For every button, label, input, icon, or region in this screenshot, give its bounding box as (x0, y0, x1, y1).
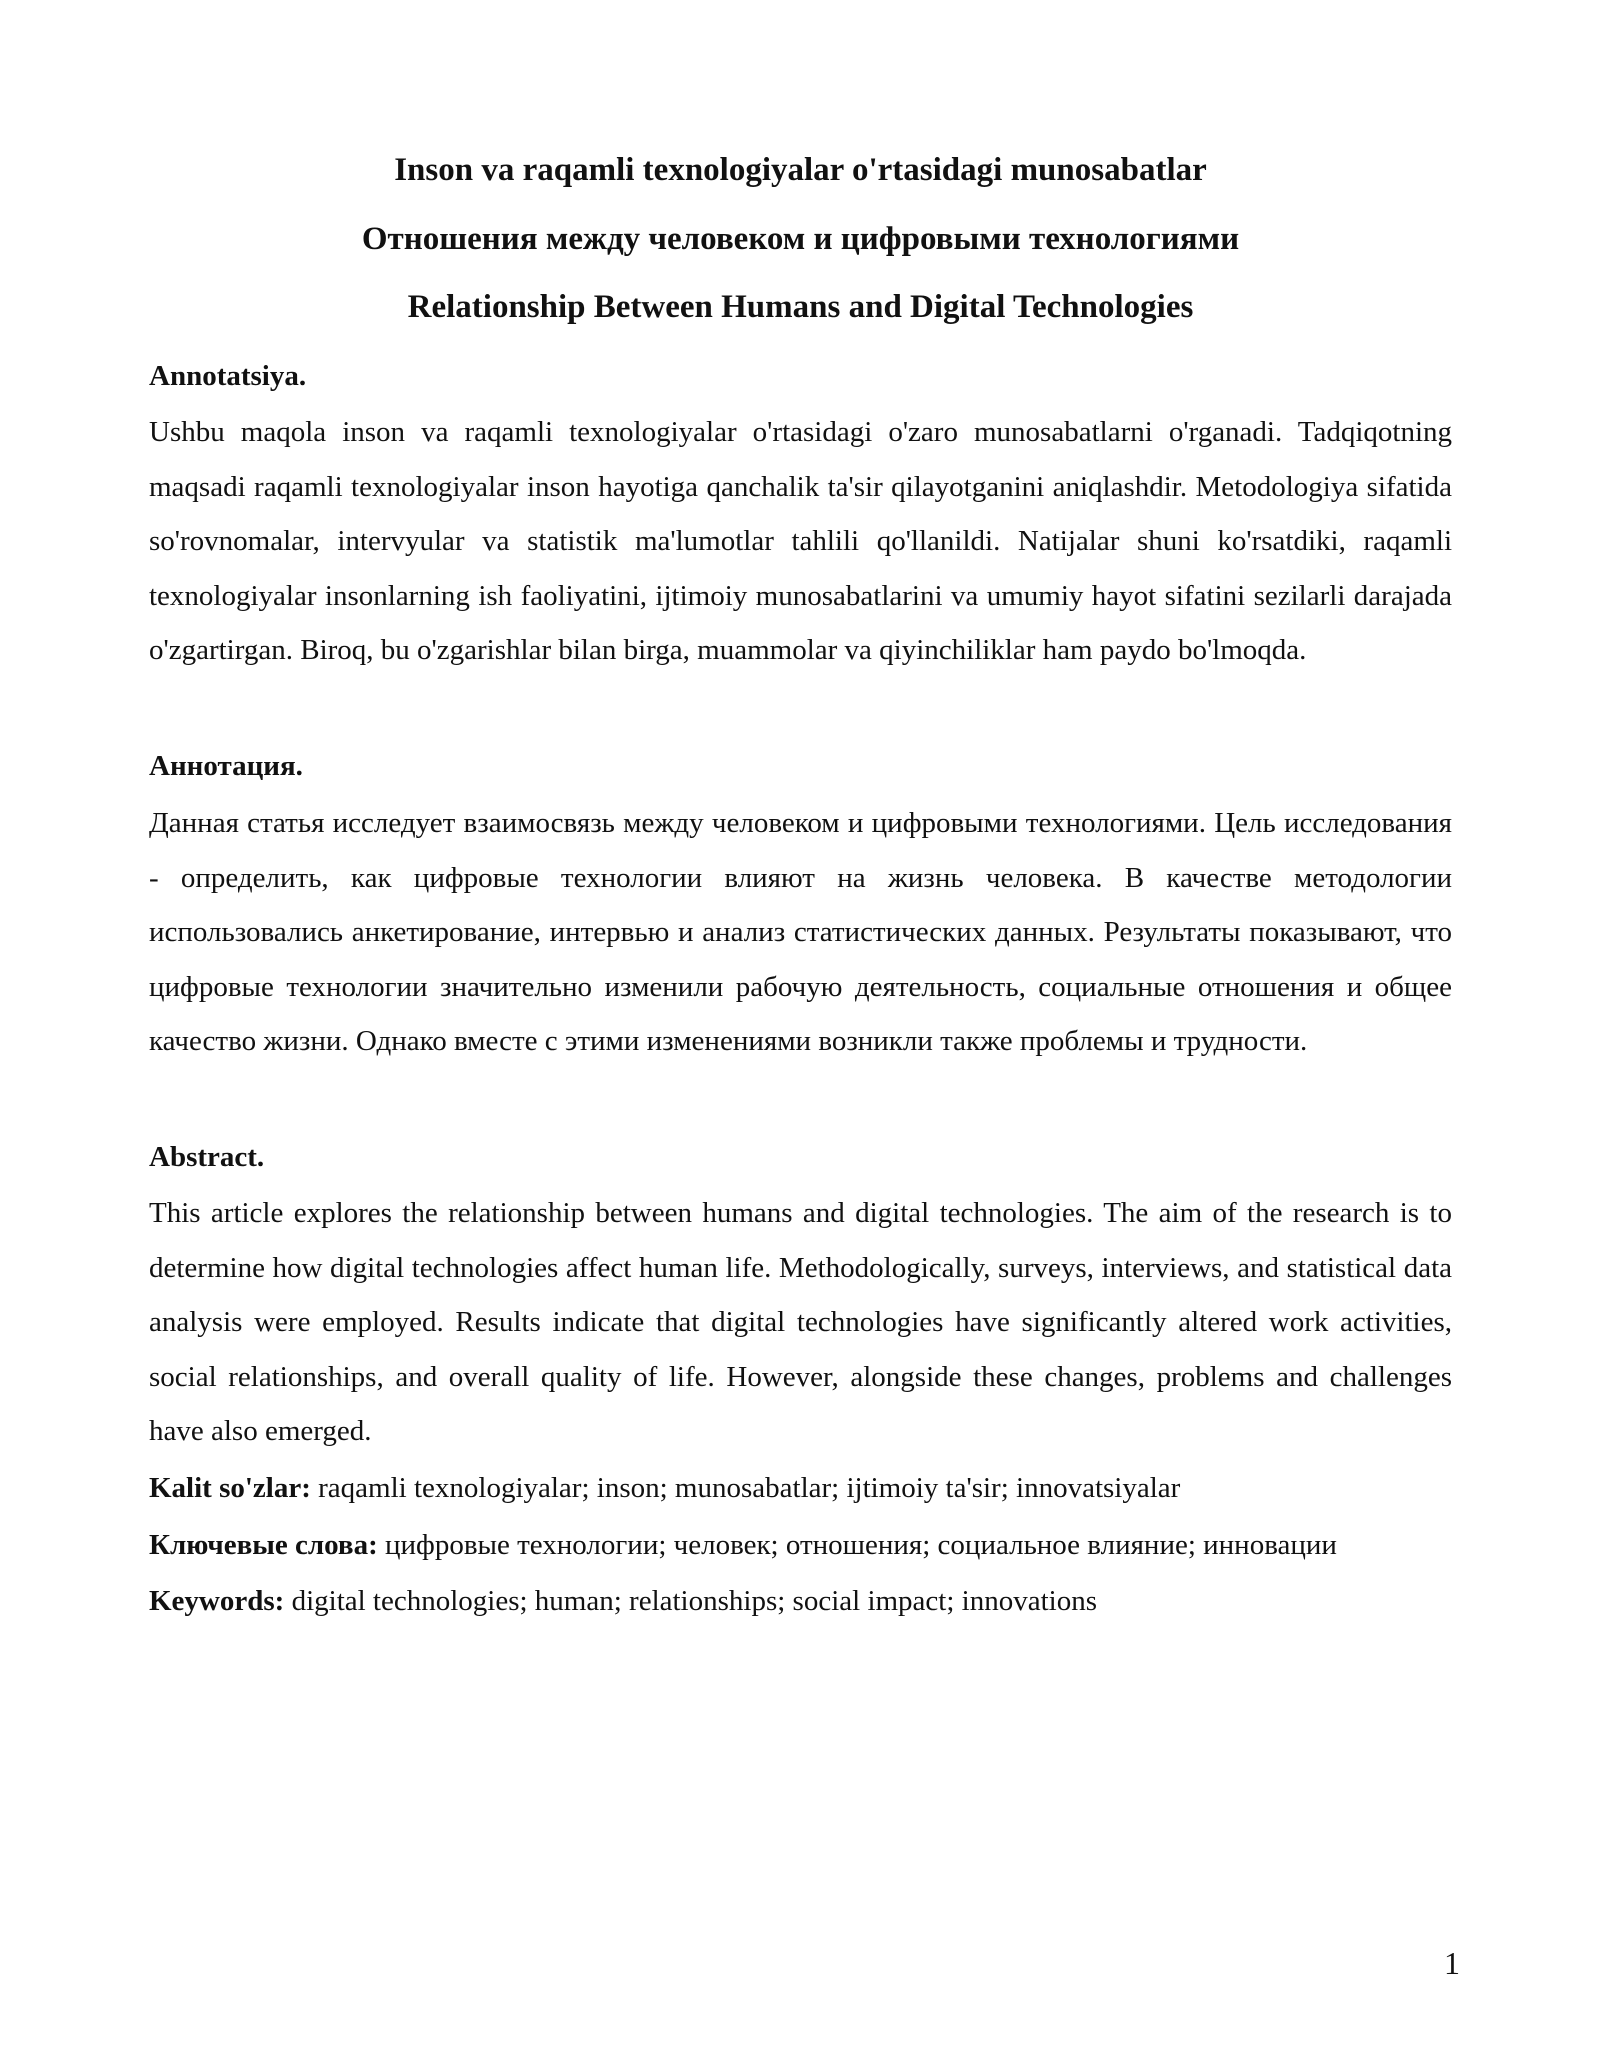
abstract-text-russian: Данная статья исследует взаимосвязь между человеком и цифровыми технологиями. Цель исследования - определить, как цифровые технологии влияют на жизнь человека. В качестве методологии использовались анкетирование, интервью и анализ статистических данных. Результаты показывают, что цифровые технологии значительно изменили рабочую деятельность, социальные отношения и общее качество жизни. Однако вместе с этими изменениями возникли также проблемы и трудности. (149, 807, 1452, 1057)
abstract-heading-russian: Аннотация. (149, 750, 303, 782)
abstract-heading-uzbek: Annotatsiya. (149, 360, 307, 392)
keywords-uzbek (149, 1470, 1452, 1506)
title-uzbek: Inson va raqamli texnologiyalar o'rtasidagi munosabatlar (394, 152, 1207, 188)
keywords-russian (149, 1527, 1452, 1563)
keywords-label-english: Keywords: (149, 1585, 285, 1617)
abstract-text-english: This article explores the relationship between humans and digital technologies. The aim of the research is to determine how digital technologies affect human life. Methodologically, surveys, interviews, and statistical data analysis were employed. Results indicate that digital technologies have significantly altered work activities, social relationships, and overall quality of life. However, alongside these changes, problems and challenges have also emerged. (149, 1197, 1452, 1447)
abstract-text-uzbek: Ushbu maqola inson va raqamli texnologiyalar o'rtasidagi o'zaro munosabatlarni o'rganadi. Tadqiqotning maqsadi raqamli texnologiyalar inson hayotiga qanchalik ta'sir qilayotganini aniqlashdir. Metodologiya sifatida so'rovnomalar, intervyular va statistik ma'lumotlar tahlili qo'llanildi. Natijalar shuni ko'rsatdiki, raqamli texnologiyalar insonlarning ish faoliyatini, ijtimoiy munosabatlarini va umumiy hayot sifatini sezilarli darajada o'zgartirgan. Biroq, bu o'zgarishlar bilan birga, muammolar va qiyinchiliklar ham paydo bo'lmoqda. (149, 416, 1452, 666)
keywords-list-russian: цифровые технологии; человек; отношения; социальное влияние; инновации (377, 1529, 1337, 1561)
keywords-list-uzbek: raqamli texnologiyalar; inson; munosabatlar; ijtimoiy ta'sir; innovatsiyalar (310, 1472, 1181, 1504)
keywords-english (149, 1583, 1452, 1619)
keywords-list-english: digital technologies; human; relationships; social impact; innovations (284, 1585, 1097, 1617)
abstract-heading-english: Abstract. (149, 1141, 265, 1173)
page-number: 1 (1444, 1945, 1460, 1981)
title-russian: Отношения между человеком и цифровыми технологиями (361, 221, 1240, 257)
keywords-label-uzbek: Kalit so'zlar: (149, 1472, 311, 1504)
keywords-label-russian: Ключевые слова: (149, 1529, 378, 1561)
title-english: Relationship Between Humans and Digital Technologies (407, 289, 1194, 325)
